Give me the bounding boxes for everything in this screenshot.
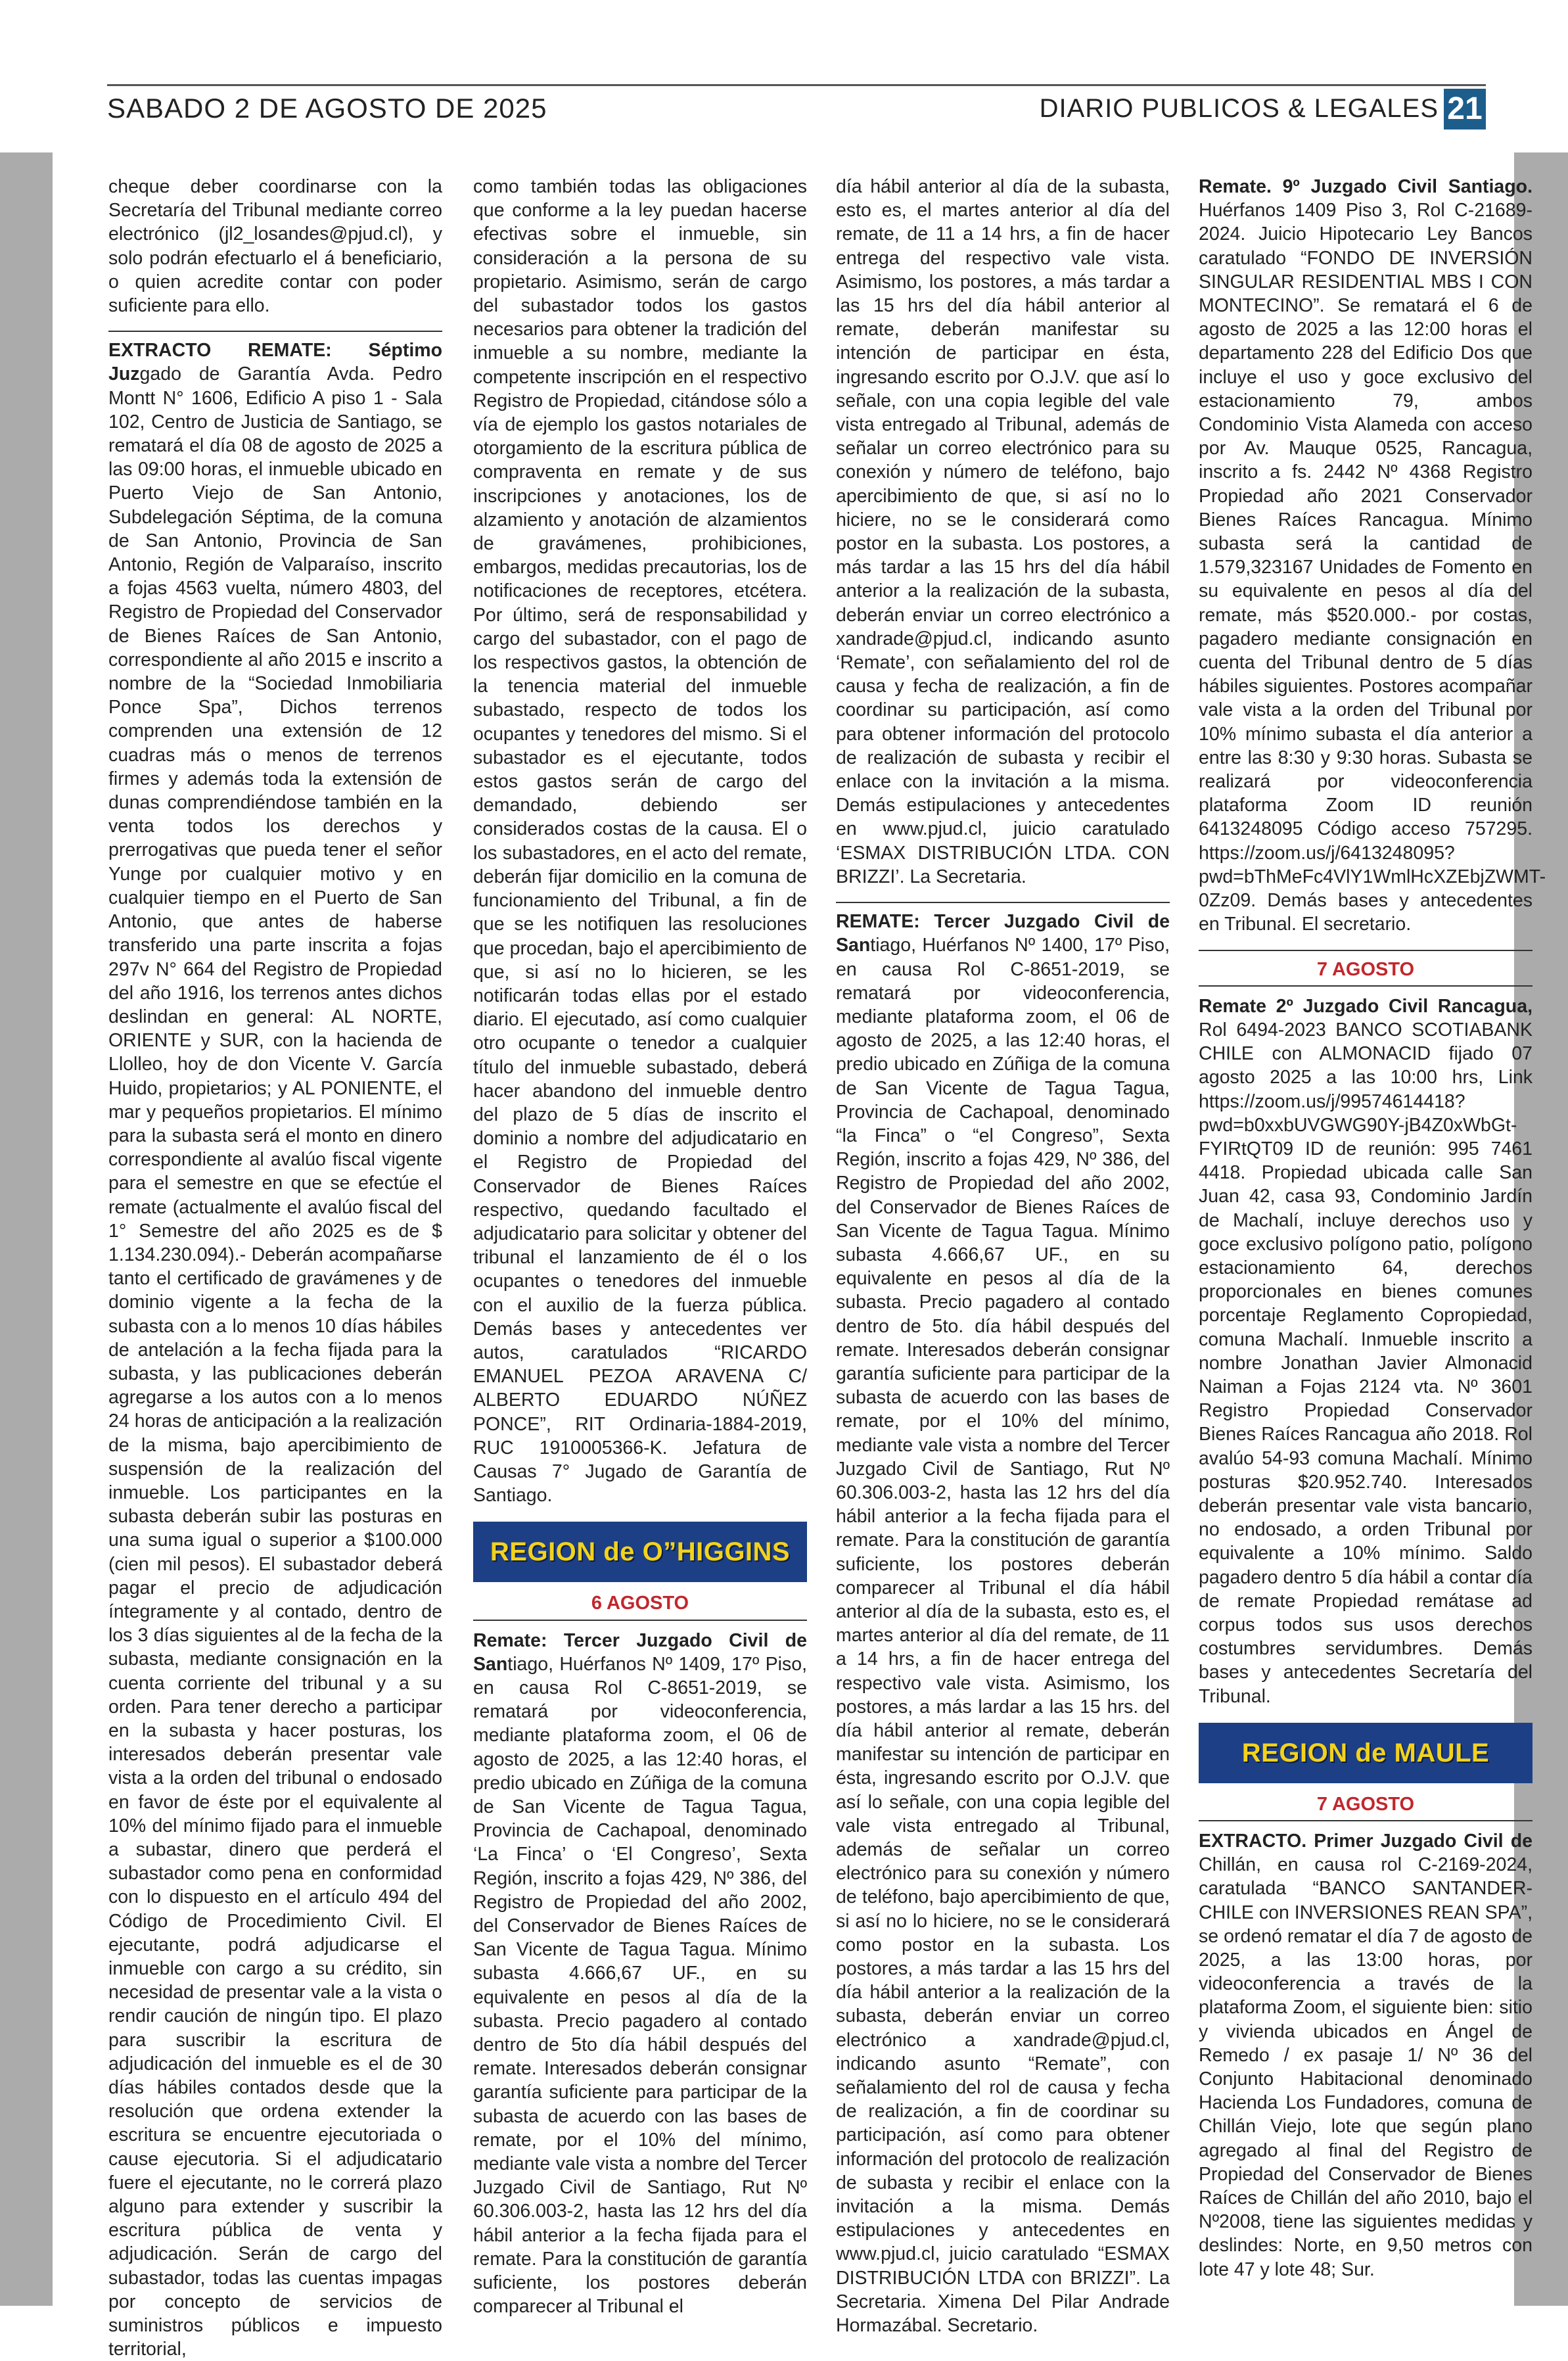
notice-body: tiago, Huérfanos Nº 1409, 17º Piso, en causa Rol C-8651-2019, se rematará por videoconferencia, mediante plataforma zoom, el 06 de agosto de 2025, a las 12:40 horas, el predio ubicado en Zúñiga de la comuna de San Vicente de Tagua Tagua, Provincia de Cachapoal, denominado ‘La Finca’ o ‘El Congreso’, Sexta Región, inscrito a fojas 429, Nº 386, del Registro de Propiedad del año 2002, del Conservador de Bienes Raíces de San Vicente de Tagua Tagua. Mínimo subasta 4.666,67 UF., en su equivalente en pesos al día de la subasta. Precio pagadero al contado dentro de 5to día hábil después del remate. Interesados deberán consignar garantía suficiente para participar de la subasta de acuerdo con las bases de remate, por el 10% del mínimo, mediante vale vista a nombre del Tercer Juzgado Civil de Santiago, Rut Nº 60.306.003-2, hasta las 12 hrs del día hábil anterior a la fecha fijada para el remate. Para la constitución de garantía suficiente, los postores deberán comparecer al Tribunal el [473, 1653, 807, 2318]
notice-divider [1199, 985, 1533, 987]
notice-body: Huérfanos 1409 Piso 3, Rol C-21689-2024. Juicio Hipotecario Ley Bancos caratulado “FONDO DE INVERSIÓN SINGULAR RESIDENTIAL MBS I CON MONTECINO”. Se rematará el 6 de agosto de 2025 a las 12:00 horas el departamento 228 del Edificio Dos que incluye el uso y goce exclusivo del estacionamiento 79, ambos Condominio Vista Alameda con acceso por Av. Mauque 0525, Rancagua, inscrito a fs. 2442 Nº 4368 Registro Propiedad año 2021 Conservador Bienes Raíces Rancagua. Mínimo subasta será la cantidad de 1.579,323167 Unidades de Fomento en su equivalente en pesos al día del remate, más $520.000.- por costas, pagadero mediante consignación en cuenta del Tribunal dentro de 5 días hábiles siguientes. Postores acompañar vale vista a la orden del Tribunal por 10% mínimo subasta el día anterior a entre las 8:30 y 9:30 horas. Subasta se realizará por videoconferencia plataforma Zoom ID reunión 6413248095 Código acceso 757295. https://zoom.us/j/6413248095?pwd=bThMeFc4VlY1WmlHcXZEbjZWMT-0Zz09. Demás bases y antecedentes en Tribunal. El secretario. [1199, 200, 1546, 935]
notice-body: gado de Garantía Avda. Pedro Montt N° 1606, Edificio A piso 1 - Sala 102, Centro de Justicia de Santiago, se rematará el día 08 de agosto de 2025 a las 09:00 horas, el inmueble ubicado en Puerto Viejo de San Antonio, Subdelegación Séptima, de la comuna de San Antonio, Provincia de San Antonio, Región de Valparaíso, inscrito a fojas 4563 vuelta, número 4803, del Registro de Propiedad del Conservador de Bienes Raíces de San Antonio, correspondiente al año 2015 e inscrito a nombre de la “Sociedad Inmobiliaria Ponce Spa”, Dichos terrenos comprenden una extensión de 12 cuadras más o menos de terrenos firmes y además toda la extensión de dunas comprendiéndose también en la venta todos los derechos y prerrogativas que pueda tener el señor Yunge por cualquier motivo y en cualquier tiempo en el Puerto de San Antonio, que antes de haberse transferido una parte inscrita a fojas 297v N° 664 del Registro de Propiedad del año 1916, los terrenos antes dichos deslindan en general: AL NORTE, ORIENTE y SUR, con la hacienda de Llolleo, hoy de don Vicente V. García Huido, propietarios; y AL PONIENTE, el mar y pequeños propietarios. El mínimo para la subasta será el monto en dinero correspondiente al avalúo fiscal vigente para el semestre en que se efectúe el remate (actualmente el avalúo fiscal del 1° Semestre del año 2025 es de $ 1.134.230.094).- Deberán acompañarse tanto el certificado de gravámenes y de dominio vigente a la fecha de la subasta con a lo menos 10 días hábiles de antelación a la fecha fijada para la subasta, y las publicaciones deberán agregarse a los autos con a lo menos 24 horas de anticipación a la realización de la misma, bajo apercibimiento de suspensión de la realización del inmueble. Los participantes en la subasta deberán subir las posturas en una suma igual o superior a $100.000 (cien mil pesos). El subastador deberá pagar el precio de adjudicación íntegramente y al contado, dentro de los 3 días siguientes al de la fecha de la subasta, mediante consignación en la cuenta corriente del tribunal y a su orden. Para tener derecho a participar en la subasta y hacer posturas, los interesados deberán presentar vale vista a la orden del tribunal o endosado en favor de éste por el equivalente al 10% del mínimo fijado para el inmueble a subastar, dinero que perderá el subastador como pena en conformidad con lo dispuesto en el artículo 494 del Código de Procedimiento Civil. El ejecutante, podrá adjudicarse el inmueble con cargo a su crédito, sin necesidad de presentar vale a la vista o rendir caución de ningún tipo. El plazo para suscribir la escritura de adjudicación del inmueble es el de 30 días hábiles contados desde que la resolución que ordena extender la escritura se encuentre ejecutoriada o cause ejecutoria. Si el adjudicatario fuere el ejecutante, no le correrá plazo alguno para extender y suscribir la escritura pública de venta y adjudicación. Serán de cargo del subastador, todas las cuentas impagas por concepto de servicios de suministros públicos e impuesto territorial, [108, 363, 442, 2360]
column-3 [836, 175, 1170, 2337]
notice-divider [1199, 950, 1533, 951]
notice-remate [473, 1629, 807, 2319]
column-4 [1199, 175, 1546, 2281]
notice-remate [836, 910, 1170, 2337]
notice-remate-2-juzgado [1199, 994, 1533, 1708]
notice-continuation: cheque deber coordinarse con la Secretaría del Tribunal mediante correo electrónico (jl2_losandes@pjud.cl), y solo podrán efectuarlo el á beneficiario, o quien acredite contar con poder suficiente para ello. [108, 176, 442, 317]
notice-divider [108, 331, 442, 332]
notice-heading: EXTRACTO. Primer Juzgado Civil de [1199, 1831, 1533, 1852]
notice-heading: Remate 2º Juzgado Civil Rancagua, [1199, 995, 1533, 1017]
column-1 [108, 175, 442, 2361]
notice-divider [1199, 1820, 1533, 1821]
notice-divider [473, 1620, 807, 1621]
notice-body: Chillán, en causa rol C-2169-2024, caratulada “BANCO SANTANDER- CHILE con INVERSIONES REAN SPA”, se ordenó rematar el día 7 de agosto de 2025, a las 13:00 horas, por videoconferencia a través de la plataforma Zoom, el siguiente bien: sitio y vivienda ubicados en Ángel de Remedo / ex pasaje 1/ Nº 36 del Conjunto Habitacional denominado Hacienda Los Fundadores, comuna de Chillán Viejo, lote que según plano agregado al final del Registro de Propiedad del Conservador de Bienes Raíces de Chillán del año 2010, bajo el Nº2008, tiene las siguientes medidas y deslindes: Norte, en 9,50 metros con lote 47 y lote 48; Sur. [1199, 1854, 1533, 2280]
notice-heading: EXTRACTO REMATE: Séptimo Juz [108, 340, 442, 385]
notice-continuation: como también todas las obligaciones que conforme a la ley puedan hacerse efectivas sobre el inmueble, sin consideración a la persona de su propietario. Asimismo, serán de cargo del subastador todos los gastos necesarios para obtener la tradición del inmueble a su nombre, mediante la competente inscripción en el respectivo Registro de Propiedad, citándose sólo a vía de ejemplo los gastos notariales de otorgamiento de la escritura pública de compraventa en remate y de sus inscripciones y anotaciones, los de alzamiento y anotación de alzamientos de gravámenes, prohibiciones, embargos, medidas precautorias, los de notificaciones de receptores, etcétera. Por último, será de responsabilidad y cargo del subastador, con el pago de los respectivos gastos, la obtención de la tenencia material del inmueble subastado, respecto de todos los ocupantes y tenedores del mismo. Si el subastador es el ejecutante, todos estos gastos serán de cargo del demandado, debiendo ser considerados costas de la causa. El o los subastadores, en el acto del remate, deberán fijar domicilio en la comuna de funcionamiento del Tribunal, a fin de que se les notifiquen las resoluciones que procedan, bajo el apercibimiento de que, si así no lo hicieren, se les notificarán todas ellas por el estado diario. El ejecutado, así como cualquier otro ocupante o tenedor a cualquier título del inmueble subastado, deberá hacer abandono del inmueble dentro del plazo de 5 días de inscrito el dominio a nombre del adjudicatario en el Registro de Propiedad del Conservador de Bienes Raíces respectivo, quedando facultado el adjudicatario para solicitar y obtener del tribunal el lanzamiento de él o los ocupantes o tenedores del inmueble con el auxilio de la fuerza pública. Demás bases y antecedentes ver autos, caratulados “RICARDO EMANUEL PEZOA ARAVENA C/ ALBERTO EDUARDO NÚÑEZ PONCE”, RIT Ordinaria-1884-2019, RUC 1910005366-K. Jefatura de Causas 7° Jugado de Garantía de Santiago. [473, 176, 807, 1507]
publication-name: DIARIO PUBLICOS & LEGALES [1039, 94, 1439, 123]
page-header [107, 84, 1486, 132]
notice-body: tiago, Huérfanos Nº 1400, 17º Piso, en causa Rol C-8651-2019, se rematará por videoconferencia, mediante plataforma zoom, el 06 de agosto de 2025, a las 12:40 horas, el predio ubicado en Zúñiga de la comuna de San Vicente de Tagua Tagua, Provincia de Cachapoal, denominado “la Finca” o “el Congreso”, Sexta Región, inscrito a fojas 429, Nº 386, del Registro de Propiedad del año 2002, del Conservador de Bienes Raíces de San Vicente de Tagua Tagua. Mínimo subasta 4.666,67 UF., en su equivalente en pesos al día de la subasta. Precio pagadero al contado dentro de 5to. día hábil después del remate. Interesados deberán consignar garantía suficiente para participar de la subasta de acuerdo con las bases de remate, por el 10% del mínimo, mediante vale vista a nombre del Tercer Juzgado Civil de Santiago, Rut Nº 60.306.003-2, hasta las 12 hrs del día hábil anterior a la fecha fijada para el remate. Para la constitución de garantía suficiente, los postores deberán comparecer al Tribunal el día hábil anterior al día de la subasta, esto es, el martes anterior al día del remate, de 11 a 14 hrs, a fin de hacer entrega del respectivo vale vista. Asimismo, los postores, a más lardar a las 15 hrs. del día hábil anterior al remate, deberán manifestar su intención de participar en ésta, ingresando escrito por O.J.V. que así lo señale, con una copia legible del vale vista entregado al Tribunal, además de señalar un correo electrónico para su conexión y número de teléfono, bajo apercibimiento de que, si así no lo hiciere, no se le considerará como postor en la subasta. Los postores, a más tardar a las 15 hrs del día hábil anterior a la realización de la subasta, deberán enviar un correo electrónico a xandrade@pjud.cl, indicando asunto “Remate”, con señalamiento del rol de causa y fecha de realización, a fin de coordinar su participación, así como para obtener información del protocolo de realización de subasta y recibir el enlace con la invitación a la misma. Demás estipulaciones y antecedentes en www.pjud.cl, juicio caratulado “ESMAX DISTRIBUCIÓN LTDA con BRIZZI”. La Secretaria. Ximena Del Pilar Andrade Hormazábal. Secretario. [836, 935, 1170, 2337]
notice-heading: Remate: Tercer Juzgado Civil de San [473, 1629, 807, 1675]
section-date: 6 AGOSTO [591, 1593, 689, 1614]
issue-date: SABADO 2 DE AGOSTO DE 2025 [107, 93, 547, 124]
notice-body: Rol 6494-2023 BANCO SCOTIABANK CHILE con ALMONACID fijado 07 agosto 2025 a las 10:00 hrs, Link https://zoom.us/j/99574614418?pwd=b0xxbUVGWG90Y-jB4Z0xWbGt-FYIRtQT09 ID de reunión: 995 7461 4418. Propiedad ubicada calle San Juan 42, casa 93, Condominio Jardín de Machalí, incluye derechos uso y goce exclusivo polígono patio, polígono estacionamiento 64, derechos proporcionales en bienes comunes porcentaje Reglamento Copropiedad, comuna Machalí. Inmueble inscrito a nombre Jonathan Javier Almonacid Naiman a Fojas 2124 vta. Nº 3601 Registro Propiedad Conservador Bienes Raíces Rancagua año 2018. Rol avalúo 54-93 comuna Machalí. Mínimo posturas $20.952.740. Interesados deberán presentar vale vista bancario, no endosado, a orden Tribunal por equivalente a 10% mínimo. Saldo pagadero dentro 5 día hábil a contar día de remate Propiedad remátase ad corpus todos sus usos derechos costumbres servidumbres. Demás bases y antecedentes Secretaría del Tribunal. [1199, 1019, 1533, 1707]
left-gray-margin [0, 152, 53, 2306]
notice-remate-9-juzgado [1199, 175, 1546, 937]
page-content [53, 152, 1546, 2360]
notice-extracto [1199, 1829, 1533, 2281]
notice-continuation: día hábil anterior al día de la subasta, esto es, el martes anterior al día del remate, de 11 a 14 hrs, a fin de hacer entrega del respectivo vale vista. Asimismo, los postores, a más tardar a las 15 hrs del día hábil anterior al remate, deberán manifestar su intención de participar en ésta, ingresando escrito por O.J.V. que así lo señale, con una copia legible del vale vista entregado al Tribunal, además de señalar un correo electrónico para su conexión y número de teléfono, bajo apercibimiento de que, si así no lo hiciere, no se le considerará como postor en la subasta. Los postores, a más tardar a las 15 hrs del día hábil anterior a la realización de la subasta, deberán enviar un correo electrónico a xandrade@pjud.cl, indicando asunto ‘Remate’, con señalamiento del rol de causa y fecha de realización, a fin de coordinar su participación, así como para obtener información del protocolo de realización de subasta y recibir el enlace con la invitación a la misma. Demás estipulaciones y antecedentes en www.pjud.cl, juicio caratulado ‘ESMAX DISTRIBUCIÓN LTDA. CON BRIZZI’. La Secretaria. [836, 176, 1170, 887]
column-2 [473, 175, 807, 2318]
notice-divider [836, 902, 1170, 903]
notice-extracto-remate [108, 339, 442, 2361]
section-date: 7 AGOSTO [1316, 1793, 1415, 1815]
region-banner-maule: REGION de MAULE [1199, 1723, 1533, 1783]
notice-heading: REMATE: Tercer Juzgado Civil de San [836, 911, 1170, 956]
notice-heading: Remate. 9º Juzgado Civil Santiago. [1199, 176, 1533, 197]
page-number: 21 [1444, 89, 1486, 129]
region-banner-ohiggins: REGION de O”HIGGINS [473, 1522, 807, 1582]
section-date: 7 AGOSTO [1316, 958, 1415, 980]
